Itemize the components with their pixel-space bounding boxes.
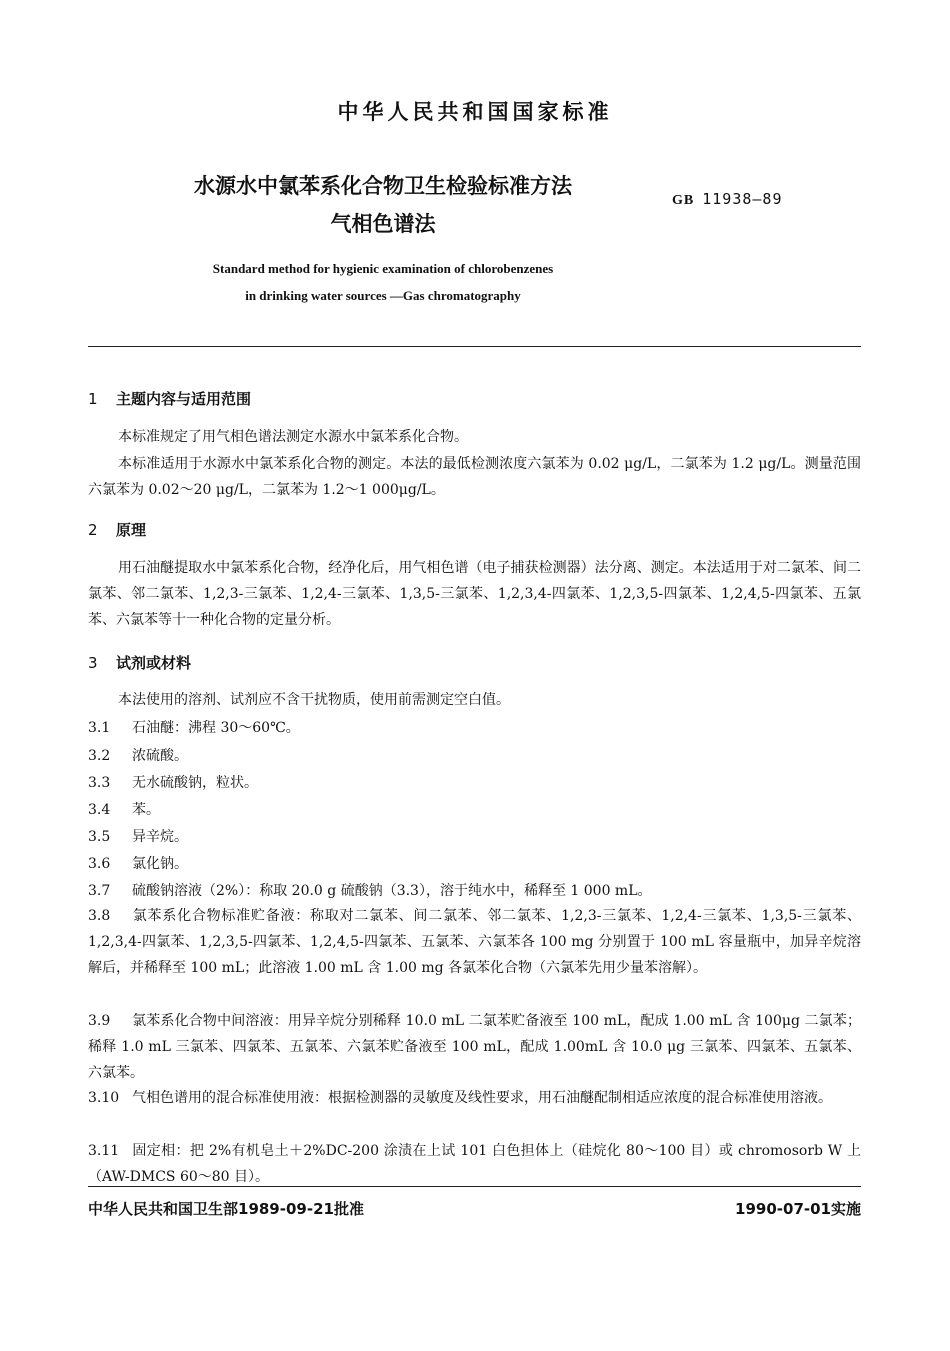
standard-header: 中华人民共和国国家标准 bbox=[337, 100, 613, 124]
item-3-5: 3.5 异辛烷。 bbox=[88, 829, 188, 845]
item-3-9: 3.9 氯苯系化合物中间溶液：用异辛烷分别稀释 10.0 mL 二氯苯贮备液至 100 mL，配成 1.00 mL 含 100μg 二氯苯；稀释 1.0 mL 三氯苯、四氯苯、五氯苯、六氯苯贮备液至 100 mL，配成 1.00mL 含 10.0 μg 三氯苯、四氯苯、五氯苯、六氯苯。 bbox=[88, 1013, 861, 1081]
gb-code bbox=[672, 190, 782, 209]
item-3-10: 3.10 气相色谱用的混合标准使用液：根据检测器的灵敏度及线性要求，用石油醚配制相适应浓度的混合标准使用溶液。 bbox=[88, 1090, 832, 1106]
item-3-4: 3.4 苯。 bbox=[88, 802, 160, 818]
gb-prefix: GB bbox=[672, 193, 695, 208]
title-line-1: 水源水中氯苯系化合物卫生检验标准方法 bbox=[194, 174, 572, 198]
english-title-line-1: Standard method for hygienic examination of chlorobenzenes bbox=[212, 261, 554, 276]
gb-number: 11938—89 bbox=[702, 190, 783, 208]
english-title-line-2: in drinking water sources —Gas chromatography bbox=[245, 288, 521, 303]
section-1-para-2: 本标准适用于水源水中氯苯系化合物的测定。本法的最低检测浓度六氯苯为 0.02 μg/L，二氯苯为 1.2 μg/L。测量范围六氯苯为 0.02～20 μg/L，二氯苯为 1.2～1 000μg/L。 bbox=[88, 456, 861, 498]
section-2-heading: 2 原理 bbox=[88, 521, 147, 539]
bottom-divider bbox=[88, 1186, 861, 1187]
section-3-heading: 3 试剂或材料 bbox=[88, 654, 192, 672]
item-3-2: 3.2 浓硫酸。 bbox=[88, 748, 188, 764]
item-3-11: 3.11 固定相：把 2%有机皂土＋2%DC-200 涂渍在上试 101 白色担体上（硅烷化 80～100 目）或 chromosorb W 上（AW-DMCS 60～80 目）。 bbox=[88, 1143, 861, 1185]
item-3-1: 3.1 石油醚：沸程 30～60℃。 bbox=[88, 720, 300, 736]
item-3-3: 3.3 无水硫酸钠，粒状。 bbox=[88, 775, 258, 791]
section-1-heading: 1 主题内容与适用范围 bbox=[88, 390, 252, 408]
section-2-para-1: 用石油醚提取水中氯苯系化合物，经净化后，用气相色谱（电子捕获检测器）法分离、测定。本法适用于对二氯苯、间二氯苯、邻二氯苯、1,2,3-三氯苯、1,2,4-三氯苯、1,3,5-三氯苯、1,2,3,4-四氯苯、1,2,3,5-四氯苯、1,2,4,5-四氯苯、五氯苯、六氯苯等十一种化合物的定量分析。 bbox=[88, 560, 861, 628]
item-3-6: 3.6 氯化钠。 bbox=[88, 856, 188, 872]
approval-text: 中华人民共和国卫生部1989-09-21批准 bbox=[88, 1200, 364, 1218]
implementation-date: 1990-07-01实施 bbox=[735, 1200, 861, 1218]
title-line-2: 气相色谱法 bbox=[330, 212, 436, 236]
top-divider bbox=[88, 346, 861, 347]
item-3-7: 3.7 硫酸钠溶液（2%）：称取 20.0 g 硫酸钠（3.3），溶于纯水中，稀释至 1 000 mL。 bbox=[88, 883, 652, 899]
item-3-8: 3.8 氯苯系化合物标准贮备液：称取对二氯苯、间二氯苯、邻二氯苯、1,2,3-三氯苯、1,2,4-三氯苯、1,3,5-三氯苯、1,2,3,4-四氯苯、1,2,3,5-四氯苯、1,2,4,5-四氯苯、五氯苯、六氯苯各 100 mg 分别置于 100 mL 容量瓶中，加异辛烷溶解后，并稀释至 100 mL；此溶液 1.00 mL 含 1.00 mg 各氯苯化合物（六氯苯先用少量苯溶解）。 bbox=[88, 908, 861, 976]
section-3-para-1: 本法使用的溶剂、试剂应不含干扰物质，使用前需测定空白值。 bbox=[118, 692, 510, 708]
section-1-para-1: 本标准规定了用气相色谱法测定水源水中氯苯系化合物。 bbox=[118, 429, 468, 445]
